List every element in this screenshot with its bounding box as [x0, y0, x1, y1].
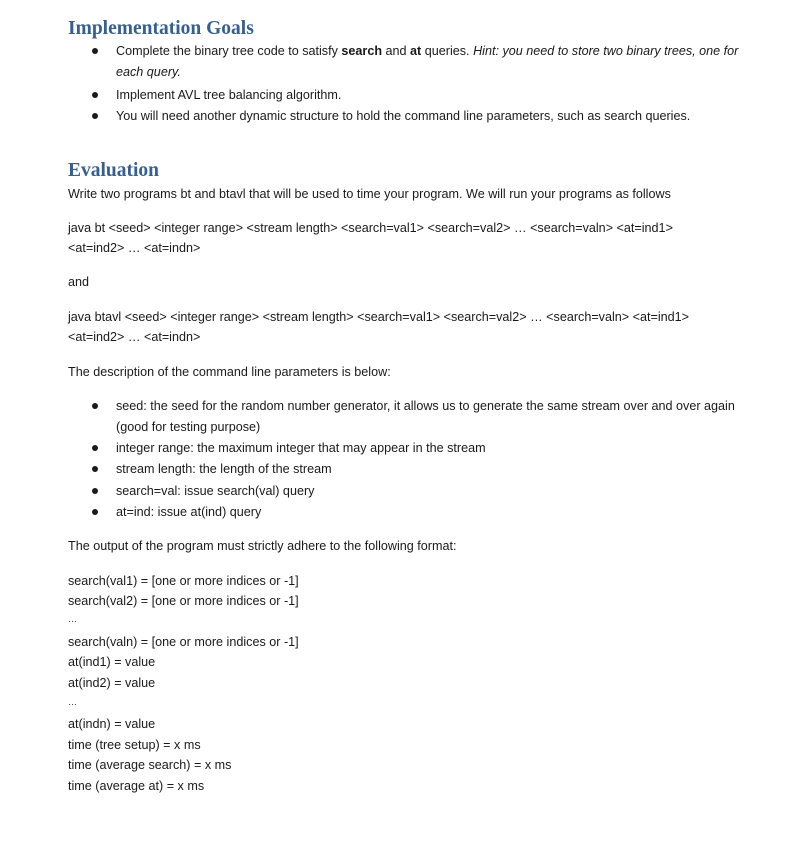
evaluation-heading: Evaluation — [68, 160, 160, 181]
param-item: seed: the seed for the random number generator, it allows us to generate the same stream over and over again (good for testing purpose) — [90, 396, 750, 438]
goal-item-3: You will need another dynamic structure to hold the command line parameters, such as search queries. — [90, 106, 750, 127]
command-btavl-line-2: <at=ind2> … <at=indn> — [68, 330, 201, 344]
output-line: time (average search) = x ms — [68, 758, 232, 772]
command-bt-line-2: <at=ind2> … <at=indn> — [68, 241, 201, 255]
bullet-dot-icon — [92, 403, 98, 409]
bullet-dot-icon — [92, 92, 98, 98]
output-line: search(val2) = [one or more indices or -1] — [68, 594, 299, 608]
output-ellipsis: … — [68, 614, 77, 624]
and-text: and — [68, 275, 90, 289]
param-item: search=val: issue search(val) query — [90, 481, 750, 502]
output-line: time (average at) = x ms — [68, 779, 205, 793]
implementation-goals-heading: Implementation Goals — [68, 18, 254, 39]
output-line: at(ind1) = value — [68, 655, 156, 669]
bullet-dot-icon — [92, 509, 98, 515]
output-line: at(indn) = value — [68, 717, 156, 731]
command-bt-line-1: java bt <seed> <integer range> <stream length> <search=val1> <search=val2> … <search=valn> <at=ind1> — [68, 221, 673, 235]
param-item: integer range: the maximum integer that may appear in the stream — [90, 438, 750, 459]
param-item: stream length: the length of the stream — [90, 459, 750, 480]
params-intro: The description of the command line parameters is below: — [68, 365, 391, 379]
bullet-dot-icon — [92, 113, 98, 119]
bullet-dot-icon — [92, 48, 98, 54]
bullet-dot-icon — [92, 445, 98, 451]
goal-item-1-text: Complete the binary tree code to satisfy search and at queries. Hint: you need to store two binary trees, one for each query. — [116, 44, 739, 79]
evaluation-intro: Write two programs bt and btavl that will be used to time your program. We will run your programs as follows — [68, 187, 671, 201]
output-line: time (tree setup) = x ms — [68, 738, 201, 752]
goal-item-2: Implement AVL tree balancing algorithm. — [90, 85, 750, 106]
hint-text: Hint: you need to store two binary trees, one for each query. — [116, 44, 739, 79]
output-ellipsis: … — [68, 697, 77, 707]
output-intro: The output of the program must strictly adhere to the following format: — [68, 539, 457, 553]
output-line: search(val1) = [one or more indices or -1] — [68, 574, 299, 588]
bullet-dot-icon — [92, 488, 98, 494]
param-item: at=ind: issue at(ind) query — [90, 502, 750, 523]
goal-item-1 — [90, 41, 750, 83]
bullet-dot-icon — [92, 466, 98, 472]
output-line: at(ind2) = value — [68, 676, 156, 690]
command-btavl-line-1: java btavl <seed> <integer range> <stream length> <search=val1> <search=val2> … <search=valn> <at=ind1> — [68, 310, 690, 324]
output-line: search(valn) = [one or more indices or -1] — [68, 635, 299, 649]
